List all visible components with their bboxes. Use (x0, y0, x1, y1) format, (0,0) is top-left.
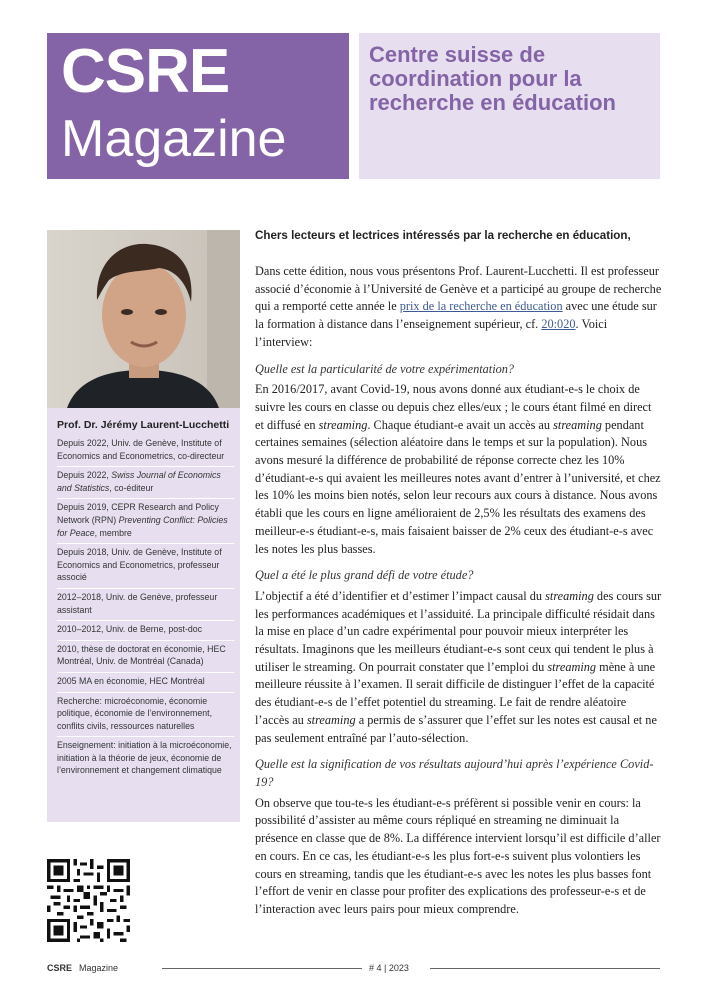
qr-code-icon (47, 859, 130, 942)
masthead-magazine: Magazine (61, 110, 287, 168)
answer-3: On observe que tou-te-s les étudiant-e-s préfèrent si possible venir en cours: la possibilité d’assister au même cours répliqué en streaming ne diminuait la présence en classe que de 8%. La différence intervient lorsqu’il est difficile d’aller en cours. En ce cas, les étudiant-e-s les plus fort-e-s suivent plus volontiers les cours en streaming, tandis que les étudiant-e-s avec les notes les plus basses font l’effort de venir en classe pour profiter des explications des professeur-e-s et de l’interaction avec leurs pairs pour mieux comprendre. (255, 795, 661, 916)
footer-divider (430, 968, 660, 969)
reference-link[interactable]: 20:020 (541, 317, 576, 332)
answer-2: L’objectif a été d’identifier et d’estimer l’impact causal du streaming des cours sur les performances académiques et l’assiduité. La principale difficulté résidait dans la mise en place d’un cadre expérimental pour pouvoir mieux interpréter les résultats. Imaginons que les meilleurs étudiant-e-s sont ceux qui tendent le plus à utiliser le streaming. On pourrait constater que l’emploi du streaming mène à une meilleure réussite à l’examen. Il serait difficile de distinguer l’effet de la capacité des étudiant-e-s de l’effet potentiel du streaming. Le fait de rendre aléatoire l’accès au streaming a permis de s’assurer que l’effet sur les notes est causal et ne pas seulement entraîné par l’auto-sélection. (255, 588, 662, 745)
bio-item: 2012–2018, Univ. de Genève, professeur assistant (57, 589, 234, 621)
bio-item: 2010–2012, Univ. de Berne, post-doc (57, 621, 234, 641)
portrait-photo (47, 230, 240, 408)
question-1: Quelle est la particularité de votre expérimentation? (255, 361, 515, 376)
bio-item: 2010, thèse de doctorat en économie, HEC Montréal, Univ. de Montréal (Canada) (57, 641, 234, 673)
bio-item: 2005 MA en économie, HEC Montréal (57, 673, 234, 693)
article-body (255, 228, 663, 928)
answer-1: En 2016/2017, avant Covid-19, nous avons donné aux étudiant-e-s le choix de suivre les cours en classe ou depuis chez elles/eux ; le cours étant filmé en direct et diffusé en streaming. Chaque étudiant-e avait un accès au streaming pendant certaines semaines (sélection aléatoire dans le temps et sur la population). Nous avons mesuré la différence de probabilité de réponse correcte chez les 10% d’étudiant-e-s qui avaient les meilleures notes avant d’entrer à l’université, et chez les 10% les moins bien notés, selon leur recours aux cours à distance. Nous avons établi que les cours en ligne amélioraient de 2,5% les résultats des examens des meilleur-e-s étudiant-e-s, mais faisaient baisser de 2% ceux des étudiant-e-s avec les notes les plus basses. (255, 382, 661, 556)
prize-link[interactable]: prix de la recherche en éducation (399, 299, 563, 314)
page-number: # 4 | 2023 (369, 963, 409, 973)
organization-name: Centre suisse de coordination pour la recherche en éducation (369, 42, 616, 115)
bio-item: Recherche: microéconomie, économie politique, économie de l’environnement, conflits civils, ressources naturelles (57, 693, 234, 738)
intro-paragraph: Dans cette édition, nous vous présentons Prof. Laurent-Lucchetti. Il est professeur associé d’économie à l’Université de Genève et a participé au groupe de recherche qui a remporté cette année le prix de la recherche en éducation avec une étude sur la formation à distance dans l’enseignement supérieur, cf. 20:020. Voici l’interview: (255, 264, 662, 349)
footer-divider (162, 968, 362, 969)
bio-item: Depuis 2022, Swiss Journal of Economics and Statistics, co-éditeur (57, 467, 234, 499)
bio-item: Depuis 2019, CEPR Research and Policy Network (RPN) Preventing Conflict: Policies for Peace, membre (57, 499, 234, 544)
question-3: Quelle est la signification de vos résultats aujourd’hui après l’expérience Covid-19? (255, 757, 654, 789)
qr-code[interactable] (47, 859, 130, 942)
footer-brand: CSRE (47, 963, 73, 973)
portrait-image (47, 230, 240, 408)
page-footer (47, 963, 660, 977)
article-greeting: Chers lecteurs et lectrices intéressés par la recherche en éducation, (255, 229, 631, 242)
bio-item: Depuis 2018, Univ. de Genève, Institute of Economics and Econometrics, professeur associé (57, 544, 234, 589)
bio-name: Prof. Dr. Jérémy Laurent-Lucchetti (57, 419, 230, 431)
bio-sidebar (47, 408, 240, 822)
bio-item: Depuis 2022, Univ. de Genève, Institute of Economics and Econometrics, co-directeur (57, 435, 234, 467)
organization-block (359, 33, 660, 179)
footer-magazine: Magazine (79, 963, 119, 973)
question-2: Quel a été le plus grand défi de votre étude? (255, 568, 474, 583)
masthead-block (47, 33, 349, 179)
bio-item: Enseignement: initiation à la microéconomie, initiation à la théorie de jeux, économie de l’environnement et changement climatique (57, 740, 232, 776)
masthead-brand: CSRE (61, 37, 230, 106)
